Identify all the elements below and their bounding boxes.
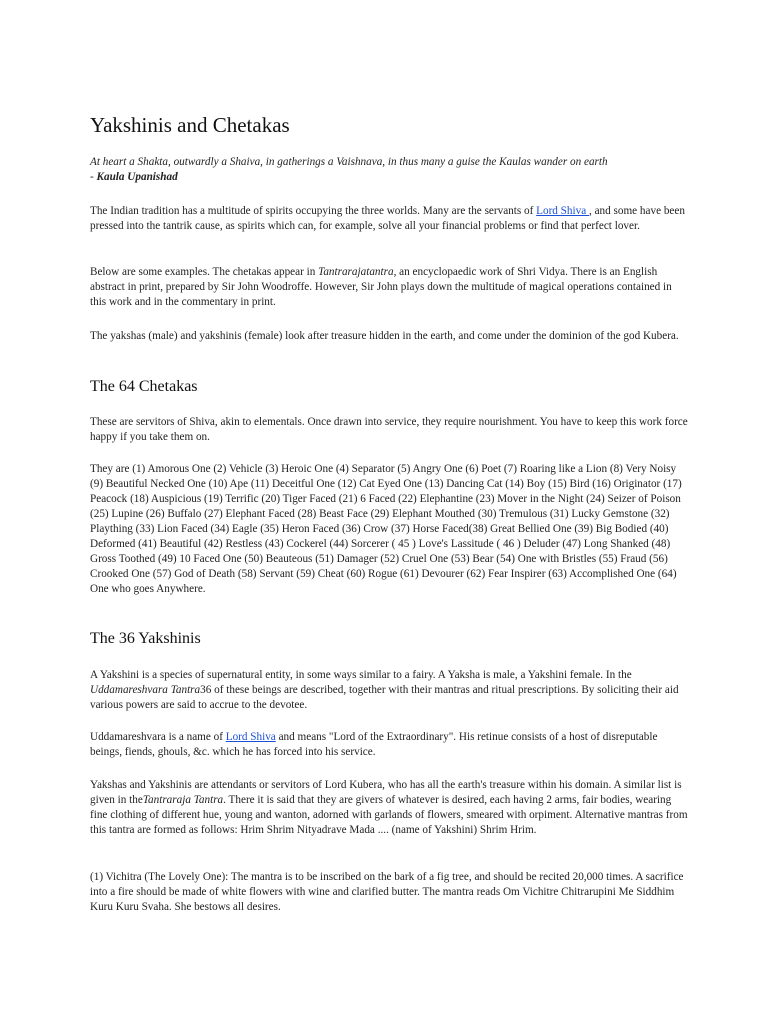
yakshinis-heading: The 36 Yakshinis <box>90 630 201 647</box>
uddamareshvara-tantra-title: Uddamareshvara Tantra <box>90 684 201 696</box>
chetakas-heading: The 64 Chetakas <box>90 378 198 395</box>
kubera-text-1: Yakshas and Yakshinis are attendants or servitors of Lord Kubera, who has all the earth's treasure within his domain. A similar list is given in the <box>90 779 682 806</box>
uddamareshvara-text-2: and means "Lord of the Extraordinary". His retinue consists of a host of disreputable beings, fiends, ghouls, &c. which he has forced into his service. <box>90 731 658 758</box>
epigraph-dash: - <box>90 171 97 183</box>
tantraraja-tantra-title: Tantraraja Tantra <box>142 794 224 806</box>
intro-text-1: The Indian tradition has a multitude of spirits occupying the three worlds. Many are the servants of <box>90 205 537 217</box>
lord-shiva-link-2[interactable]: Lord Shiva <box>225 731 276 743</box>
lord-shiva-link[interactable]: Lord Shiva <box>536 205 589 217</box>
intro-paragraph <box>90 204 688 234</box>
uddamareshvara-text-1: Uddamareshvara is a name of <box>90 731 226 743</box>
examples-text-1: Below are some examples. The chetakas appear in <box>90 266 319 278</box>
yakshas-paragraph: The yakshas (male) and yakshinis (female) look after treasure hidden in the earth, and come under the dominion of the god Kubera. <box>90 330 679 342</box>
definition-text-1: A Yakshini is a species of supernatural entity, in some ways similar to a fairy. A Yaksha is male, a Yakshini female. In the <box>90 669 632 681</box>
kubera-paragraph <box>90 778 688 838</box>
epigraph <box>90 155 688 185</box>
tantrarajatantra-title: Tantrarajatantra <box>318 266 394 278</box>
intro-text-2: , and some have been pressed into the tantrik cause, as spirits which can, for example, solve all your financial problems or find that perfect lover. <box>90 205 685 232</box>
page-title: Yakshinis and Chetakas <box>90 113 290 137</box>
yakshini-definition-paragraph <box>90 668 688 713</box>
chetakas-list: They are (1) Amorous One (2) Vehicle (3) Heroic One (4) Separator (5) Angry One (6) Poet (7) Roaring like a Lion (8) Very Noisy (9) Beautiful Necked One (10) Ape (11) Deceitful One (12) Cat Eyed One (13) Dancing Cat (14) Boy (15) Bird (16) Originator (17) Peacock (18) Auspicious (19) Terrific (20) Tiger Faced (21) 6 Faced (22) Elephantine (23) Mover in the Night (24) Seizer of Poison (25) Lupine (26) Buffalo (27) Elephant Faced (28) Beast Face (29) Elephant Mouthed (30) Tremulous (31) Lucky Gemstone (32) Plaything (33) Lion Faced (34) Eagle (35) Heron Faced (36) Crow (37) Horse Faced(38) Great Bellied One (39) Big Bodied (40) Deformed (41) Beautiful (42) Restless (43) Cockerel (44) Sorcerer ( 45 ) Love's Lassitude ( 46 ) Deluder (47) Long Shanked (48) Gross Toothed (49) 10 Faced One (50) Beauteous (51) Damager (52) Cruel One (53) Bear (54) One with Bristles (55) Fraud (56) Crooked One (57) God of Death (58) Servant (59) Cheat (60) Rogue (61) Devourer (62) Fear Inspirer (63) Accomplished One (64) One who goes Anywhere. <box>90 463 682 595</box>
epigraph-source: Kaula Upanishad <box>96 171 178 183</box>
examples-text-2: , an encyclopaedic work of Shri Vidya. There is an English abstract in print, prepared by Sir John Woodroffe. However, Sir John plays down the multitude of magical operations contained in this work and in the commentary in print. <box>90 266 672 308</box>
vichitra-paragraph: (1) Vichitra (The Lovely One): The mantra is to be inscribed on the bark of a fig tree, and should be recited 20,000 times. A sacrifice into a fire should be made of white flowers with wine and clarified butter. The mantra reads Om Vichitre Chitrarupini Me Siddhim Kuru Kuru Svaha. She bestows all desires. <box>90 871 684 913</box>
examples-paragraph <box>90 265 688 310</box>
epigraph-text: At heart a Shakta, outwardly a Shaiva, in gatherings a Vaishnava, in thus many a guise the Kaulas wander on earth <box>90 156 608 168</box>
chetakas-description: These are servitors of Shiva, akin to elementals. Once drawn into service, they require nourishment. You have to keep this work force happy if you take them on. <box>90 416 688 443</box>
uddamareshvara-paragraph <box>90 730 688 760</box>
kubera-text-2: . There it is said that they are givers of whatever is desired, each having 2 arms, fair bodies, wearing fine clothing of different hue, young and wanton, adorned with garlands of flowers, smeared with orpiment. Alternative mantras from this tantra are formed as follows: Hrim Shrim Nityadrave Mada .... (name of Yakshini) Shrim Hrim. <box>90 794 688 836</box>
definition-text-2: 36 of these beings are described, together with their mantras and ritual prescriptions. By soliciting their aid various powers are said to accrue to the devotee. <box>90 684 679 711</box>
